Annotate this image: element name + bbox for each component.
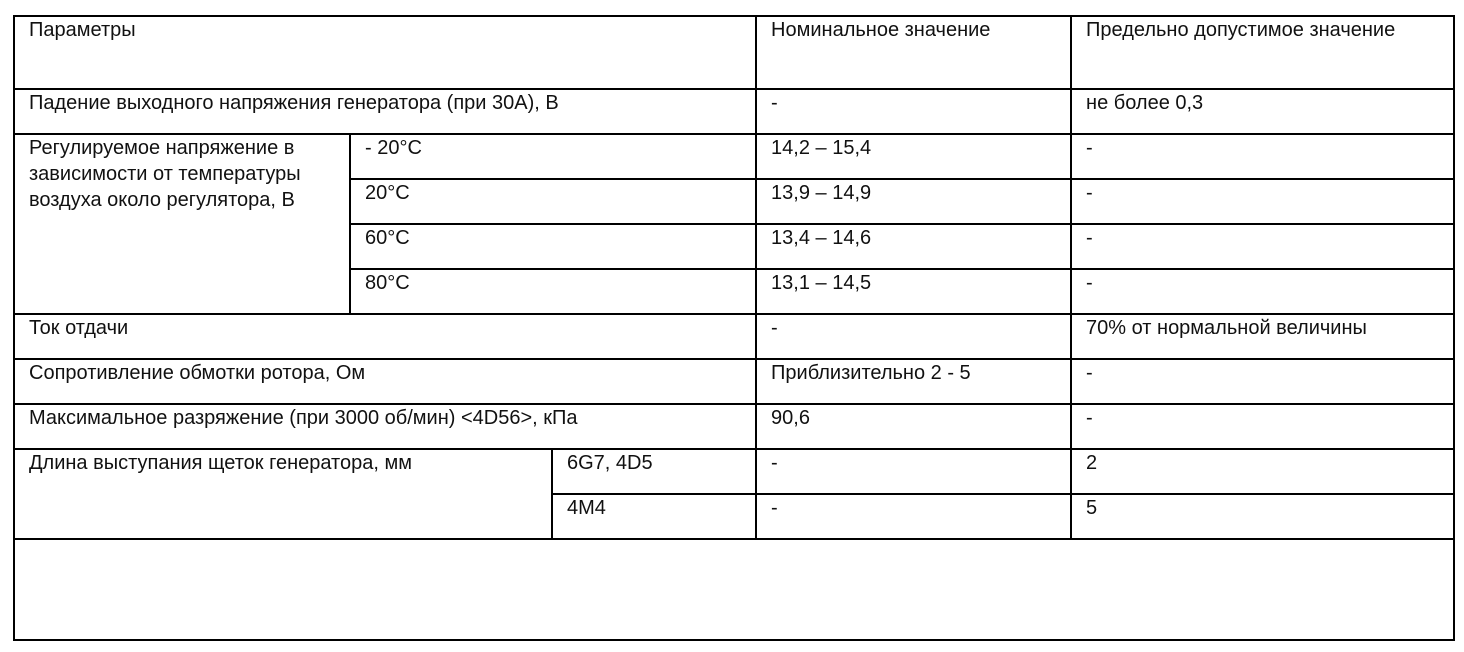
output-current-nominal: - — [756, 314, 1071, 359]
regulated-nominal: 13,4 – 14,6 — [756, 224, 1071, 269]
rotor-resistance-nominal: Приблизительно 2 - 5 — [756, 359, 1071, 404]
regulated-nominal: 14,2 – 15,4 — [756, 134, 1071, 179]
rotor-resistance-label: Сопротивление обмотки ротора, Ом — [14, 359, 756, 404]
regulated-voltage-label: Регулируемое напряжение в зависимости от температуры воздуха около регулятора, В — [14, 134, 350, 314]
regulated-limit: - — [1071, 269, 1454, 314]
regulated-nominal: 13,9 – 14,9 — [756, 179, 1071, 224]
regulated-limit: - — [1071, 179, 1454, 224]
voltage-drop-nominal: - — [756, 89, 1071, 134]
spec-table — [13, 15, 1455, 641]
max-vacuum-label: Максимальное разряжение (при 3000 об/мин) <4D56>, кПа — [14, 404, 756, 449]
table-row — [14, 134, 1454, 179]
max-vacuum-nominal: 90,6 — [756, 404, 1071, 449]
rotor-resistance-limit: - — [1071, 359, 1454, 404]
empty-cell — [14, 539, 1454, 640]
regulated-temp: 20°С — [350, 179, 756, 224]
empty-row — [14, 539, 1454, 640]
brush-nominal: - — [756, 494, 1071, 539]
output-current-label: Ток отдачи — [14, 314, 756, 359]
regulated-limit: - — [1071, 134, 1454, 179]
table-header-row — [14, 16, 1454, 89]
header-nominal: Номинальное значение — [756, 16, 1071, 89]
brush-model: 6G7, 4D5 — [552, 449, 756, 494]
regulated-temp: - 20°С — [350, 134, 756, 179]
table-row — [14, 314, 1454, 359]
regulated-limit: - — [1071, 224, 1454, 269]
brush-nominal: - — [756, 449, 1071, 494]
table-row — [14, 359, 1454, 404]
regulated-nominal: 13,1 – 14,5 — [756, 269, 1071, 314]
max-vacuum-limit: - — [1071, 404, 1454, 449]
brush-limit: 5 — [1071, 494, 1454, 539]
brush-model: 4M4 — [552, 494, 756, 539]
table-row — [14, 449, 1454, 494]
table-row — [14, 89, 1454, 134]
regulated-temp: 80°С — [350, 269, 756, 314]
header-limit: Предельно допустимое значение — [1071, 16, 1454, 89]
header-parameters: Параметры — [14, 16, 756, 89]
brush-limit: 2 — [1071, 449, 1454, 494]
brush-length-label: Длина выступания щеток генератора, мм — [14, 449, 552, 539]
voltage-drop-limit: не более 0,3 — [1071, 89, 1454, 134]
voltage-drop-label: Падение выходного напряжения генератора (при 30А), В — [14, 89, 756, 134]
regulated-temp: 60°С — [350, 224, 756, 269]
table-row — [14, 404, 1454, 449]
output-current-limit: 70% от нормальной величины — [1071, 314, 1454, 359]
